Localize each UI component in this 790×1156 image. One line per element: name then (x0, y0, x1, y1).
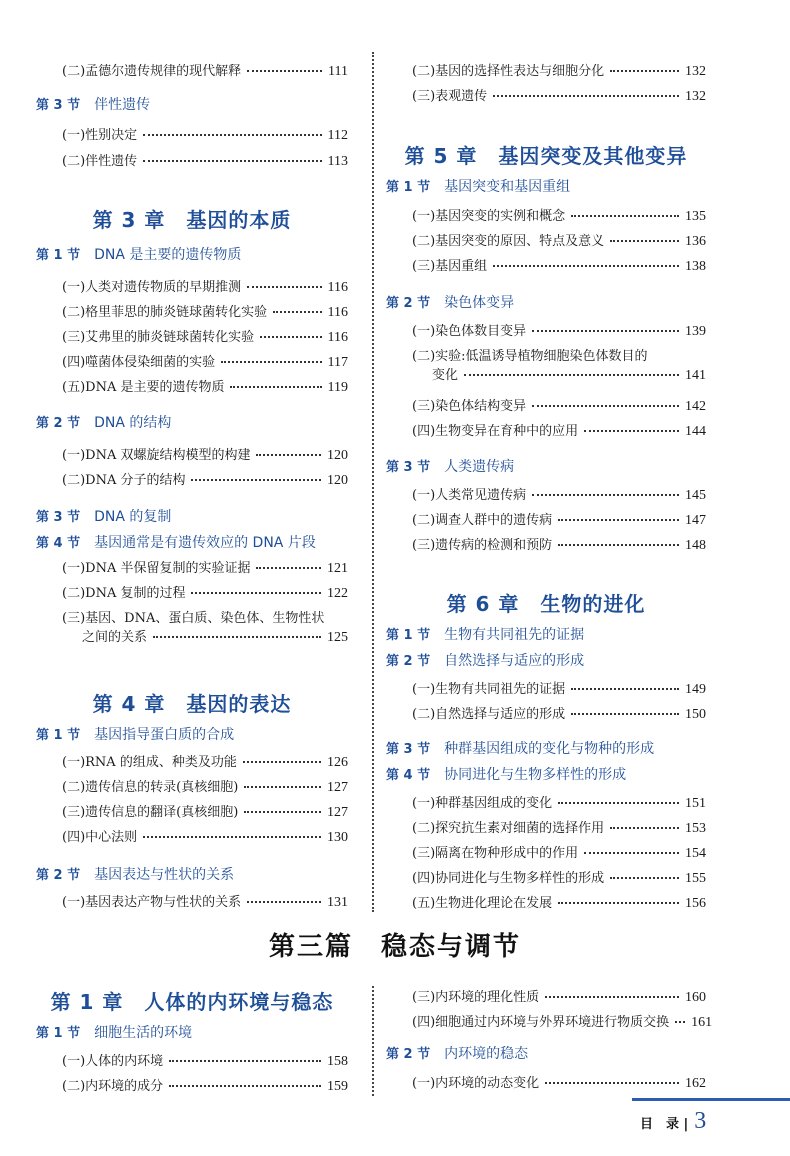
section-title: 染色体变异 (444, 295, 515, 311)
toc-entry-title: (一)染色体数目变异 (412, 324, 527, 339)
page-number: 160 (685, 990, 706, 1005)
section-title: DNA 的复制 (94, 509, 172, 525)
dot-leader (244, 811, 321, 813)
page-number: 144 (685, 424, 706, 439)
toc-entry[interactable] (62, 1075, 348, 1095)
page-number: 130 (327, 830, 348, 845)
dot-leader (247, 901, 321, 903)
section-number: 第 3 节 (386, 460, 431, 475)
section-number: 第 2 节 (36, 868, 81, 883)
section-title: 基因通常是有遗传效应的 DNA 片段 (94, 535, 316, 551)
dot-leader (545, 996, 679, 998)
page-number: 161 (691, 1015, 713, 1030)
section-title: 自然选择与适应的形成 (444, 653, 585, 669)
dot-leader (571, 215, 679, 217)
dot-leader (610, 827, 679, 829)
toc-entry-title: (四)噬菌体侵染细菌的实验 (62, 355, 216, 370)
section-heading[interactable] (36, 532, 348, 552)
toc-entry[interactable] (62, 582, 348, 602)
section-heading[interactable] (386, 738, 706, 758)
toc-entry-title: (二)探究抗生素对细菌的选择作用 (412, 821, 605, 836)
page-number: 132 (685, 64, 706, 79)
section-heading[interactable] (386, 292, 706, 312)
dot-leader (558, 802, 679, 804)
section-number: 第 3 节 (386, 742, 431, 757)
toc-entry[interactable] (62, 150, 348, 170)
footer-rule (632, 1098, 790, 1101)
toc-entry-title: (二)格里菲思的肺炎链球菌转化实验 (62, 305, 268, 320)
toc-entry-title: (三)染色体结构变异 (412, 399, 527, 414)
toc-entry-title: (一)生物有共同祖先的证据 (412, 682, 566, 697)
dot-leader (532, 405, 679, 407)
page-number: 159 (327, 1079, 348, 1094)
toc-entry[interactable] (412, 534, 706, 554)
page-number: 112 (327, 128, 348, 143)
toc-entry-title: (四)生物变异在育种中的应用 (412, 424, 579, 439)
column-divider-bottom (372, 986, 374, 1096)
section-heading[interactable] (386, 764, 706, 784)
column-divider (372, 52, 374, 912)
toc-entry-title: (一)RNA 的组成、种类及功能 (62, 755, 237, 770)
page-number: 153 (685, 821, 706, 836)
toc-entry[interactable] (62, 301, 348, 321)
page-number: 116 (327, 280, 348, 295)
page-number: 121 (327, 561, 348, 576)
page-number: 158 (327, 1054, 348, 1069)
section-title: 生物有共同祖先的证据 (444, 627, 585, 643)
part-title: 第三篇 稳态与调节 (268, 932, 521, 962)
dot-leader (571, 688, 679, 690)
toc-entry-title: (四)中心法则 (62, 830, 138, 845)
toc-entry[interactable] (412, 484, 706, 504)
section-heading[interactable] (36, 1022, 348, 1042)
toc-entry[interactable] (412, 678, 706, 698)
page-number: 142 (685, 399, 706, 414)
toc-entry[interactable] (62, 276, 348, 296)
dot-leader (256, 567, 321, 569)
page-number: 116 (327, 330, 348, 345)
section-heading[interactable] (386, 624, 706, 644)
page-number: 127 (327, 780, 348, 795)
page-number: 119 (327, 380, 348, 395)
toc-entry-title: (一)DNA 双螺旋结构模型的构建 (62, 448, 251, 463)
toc-entry-title: (一)人体的内环境 (62, 1054, 164, 1069)
page-number: 126 (327, 755, 348, 770)
section-number: 第 1 节 (386, 628, 431, 643)
dot-leader (143, 160, 321, 162)
toc-entry-title: (一)种群基因组成的变化 (412, 796, 553, 811)
chapter-heading: 第 5 章 基因突变及其他变异 (404, 144, 688, 168)
section-number: 第 4 节 (36, 536, 81, 551)
dot-leader (153, 636, 321, 638)
section-title: 种群基因组成的变化与物种的形成 (444, 741, 655, 757)
toc-entry-title: (二)孟德尔遗传规律的现代解释 (62, 64, 242, 79)
dot-leader (256, 454, 321, 456)
dot-leader (143, 134, 321, 136)
section-title: 基因指导蛋白质的合成 (94, 727, 235, 743)
page-number: 138 (685, 259, 706, 274)
page-number: 111 (328, 64, 348, 79)
dot-leader (584, 852, 679, 854)
toc-entry-title: (二)内环境的成分 (62, 1079, 164, 1094)
dot-leader (584, 430, 679, 432)
section-number: 第 2 节 (386, 1047, 431, 1062)
dot-leader (273, 311, 321, 313)
dot-leader (558, 544, 679, 546)
toc-entry[interactable] (412, 792, 706, 812)
toc-entry-title: (五)DNA 是主要的遗传物质 (62, 380, 225, 395)
toc-entry[interactable] (412, 842, 706, 862)
toc-entry-title: (三)内环境的理化性质 (412, 990, 540, 1005)
toc-entry[interactable] (412, 867, 706, 887)
page-number: 151 (685, 796, 706, 811)
section-number: 第 3 节 (36, 98, 81, 113)
section-heading[interactable] (36, 412, 348, 432)
dot-leader (610, 240, 679, 242)
page-number: 3 (694, 1108, 707, 1134)
section-heading[interactable] (36, 864, 348, 884)
dot-leader (558, 902, 679, 904)
toc-entry-title: (二)基因突变的原因、特点及意义 (412, 234, 605, 249)
dot-leader (143, 836, 321, 838)
dot-leader (571, 713, 679, 715)
page-number: 150 (685, 707, 706, 722)
section-heading[interactable] (386, 176, 706, 196)
toc-entry[interactable] (62, 1050, 348, 1070)
toc-entry[interactable] (62, 326, 348, 346)
footer-label: 目 录 (640, 1117, 680, 1132)
section-title: 细胞生活的环境 (94, 1025, 193, 1041)
section-number: 第 2 节 (36, 416, 81, 431)
section-number: 第 1 节 (36, 1026, 81, 1041)
toc-entry[interactable] (412, 703, 706, 723)
toc-entry[interactable] (62, 826, 348, 846)
toc-entry-title: (二)遗传信息的转录(真核细胞) (62, 780, 239, 795)
page-number: 162 (685, 1076, 706, 1091)
toc-entry[interactable] (62, 751, 348, 771)
toc-entry-line2 (412, 364, 706, 384)
page-number: 149 (685, 682, 706, 697)
page-number: 135 (685, 209, 706, 224)
dot-leader (191, 479, 321, 481)
toc-entry[interactable] (62, 557, 348, 577)
page-number: 147 (685, 513, 706, 528)
toc-entry-title: (一)DNA 半保留复制的实验证据 (62, 561, 251, 576)
toc-entry-title: (一)基因表达产物与性状的关系 (62, 895, 242, 910)
dot-leader (247, 286, 321, 288)
toc-entry[interactable] (412, 817, 706, 837)
toc-entry[interactable] (412, 320, 706, 340)
section-number: 第 3 节 (36, 510, 81, 525)
toc-entry[interactable] (412, 420, 706, 440)
toc-entry[interactable] (62, 469, 348, 489)
page-number: 120 (327, 473, 348, 488)
dot-leader (610, 877, 679, 879)
section-title: 人类遗传病 (444, 459, 515, 475)
page-number: 132 (685, 89, 706, 104)
dot-leader (169, 1085, 321, 1087)
toc-entry-title: (二)基因的选择性表达与细胞分化 (412, 64, 605, 79)
toc-entry-title: (三)基因、DNA、蛋白质、染色体、生物性状 (62, 611, 325, 626)
dot-leader (244, 786, 321, 788)
section-heading[interactable] (36, 244, 348, 264)
dot-leader (675, 1021, 685, 1023)
footer (640, 1108, 706, 1135)
section-heading[interactable] (36, 724, 348, 744)
toc-entry[interactable] (62, 444, 348, 464)
toc-entry[interactable] (62, 776, 348, 796)
toc-entry-title: (一)人类对遗传物质的早期推测 (62, 280, 242, 295)
dot-leader (221, 361, 321, 363)
toc-entry[interactable] (412, 230, 706, 250)
page-number: 136 (685, 234, 706, 249)
toc-entry-title: (二)DNA 复制的过程 (62, 586, 186, 601)
toc-entry-title: (三)遗传信息的翻译(真核细胞) (62, 805, 239, 820)
section-heading[interactable] (386, 456, 706, 476)
dot-leader (610, 70, 679, 72)
dot-leader (532, 494, 679, 496)
section-title: DNA 的结构 (94, 415, 172, 431)
dot-leader (545, 1082, 679, 1084)
toc-entry-title: (三)基因重组 (412, 259, 488, 274)
section-heading[interactable] (386, 1043, 706, 1063)
section-number: 第 1 节 (36, 248, 81, 263)
toc-entry[interactable] (62, 607, 348, 646)
section-title: 基因突变和基因重组 (444, 179, 571, 195)
toc-entry-line2 (62, 626, 348, 646)
toc-entry-title: (一)性别决定 (62, 128, 138, 143)
toc-entry-title: (一)人类常见遗传病 (412, 488, 527, 503)
dot-leader (532, 330, 679, 332)
page-number: 113 (327, 154, 348, 169)
chapter-heading: 第 1 章 人体的内环境与稳态 (50, 990, 334, 1014)
section-number: 第 2 节 (386, 296, 431, 311)
toc-entry[interactable] (412, 986, 706, 1006)
toc-entry-title: (二)实验:低温诱导植物细胞染色体数目的 (412, 349, 648, 364)
page-number: 117 (327, 355, 348, 370)
chapter-heading: 第 4 章 基因的表达 (92, 692, 292, 716)
dot-leader (260, 336, 321, 338)
page-number: 156 (685, 896, 706, 911)
page-number: 122 (327, 586, 348, 601)
toc-entry-title-cont: 变化 (432, 368, 459, 383)
toc-entry-title: (四)协同进化与生物多样性的形成 (412, 871, 605, 886)
toc-entry-title-cont: 之间的关系 (82, 630, 148, 645)
toc-entry-title: (二)伴性遗传 (62, 154, 138, 169)
dot-leader (243, 761, 321, 763)
page-number: 155 (685, 871, 706, 886)
toc-entry-title: (三)表观遗传 (412, 89, 488, 104)
toc-entry-title: (五)生物进化理论在发展 (412, 896, 553, 911)
toc-entry[interactable] (412, 345, 706, 384)
page-number: 125 (327, 630, 348, 645)
page-number: 116 (327, 305, 348, 320)
page-number: 120 (327, 448, 348, 463)
toc-entry-title: (四)细胞通过内环境与外界环境进行物质交换 (412, 1015, 670, 1030)
section-number: 第 2 节 (386, 654, 431, 669)
toc-entry-title: (三)遗传病的检测和预防 (412, 538, 553, 553)
toc-entry-title: (二)DNA 分子的结构 (62, 473, 186, 488)
page-number: 127 (327, 805, 348, 820)
toc-entry[interactable] (412, 509, 706, 529)
section-heading[interactable] (36, 94, 348, 114)
chapter-heading: 第 6 章 生物的进化 (446, 592, 646, 616)
toc-entry[interactable] (412, 205, 706, 225)
toc-entry[interactable] (412, 395, 706, 415)
page-number: 141 (685, 368, 706, 383)
toc-entry[interactable] (412, 1011, 713, 1031)
page-number: 154 (685, 846, 706, 861)
toc-entry-title: (三)隔离在物种形成中的作用 (412, 846, 579, 861)
toc-entry-title: (二)调查人群中的遗传病 (412, 513, 553, 528)
toc-entry[interactable] (412, 85, 706, 105)
dot-leader (493, 265, 679, 267)
section-heading[interactable] (386, 650, 706, 670)
toc-entry[interactable] (62, 124, 348, 144)
dot-leader (464, 374, 679, 376)
section-number: 第 1 节 (386, 180, 431, 195)
toc-entry[interactable] (412, 255, 706, 275)
toc-entry[interactable] (62, 376, 348, 396)
toc-entry-title: (三)艾弗里的肺炎链球菌转化实验 (62, 330, 255, 345)
toc-entry-title: (一)内环境的动态变化 (412, 1076, 540, 1091)
toc-entry-title: (一)基因突变的实例和概念 (412, 209, 566, 224)
section-title: 协同进化与生物多样性的形成 (444, 767, 627, 783)
page-number: 145 (685, 488, 706, 503)
section-number: 第 4 节 (386, 768, 431, 783)
dot-leader (230, 386, 321, 388)
dot-leader (247, 70, 322, 72)
toc-entry[interactable] (412, 892, 706, 912)
page-number: 131 (327, 895, 348, 910)
dot-leader (558, 519, 679, 521)
section-title: 内环境的稳态 (444, 1046, 529, 1062)
dot-leader (493, 95, 679, 97)
footer-separator: | (679, 1117, 689, 1132)
page-number: 139 (685, 324, 706, 339)
section-number: 第 1 节 (36, 728, 81, 743)
section-title: 伴性遗传 (94, 97, 151, 113)
toc-entry[interactable] (412, 60, 706, 80)
page-number: 148 (685, 538, 706, 553)
section-title: DNA 是主要的遗传物质 (94, 247, 242, 263)
section-heading[interactable] (36, 506, 348, 526)
chapter-heading: 第 3 章 基因的本质 (92, 208, 292, 232)
toc-entry[interactable] (62, 801, 348, 821)
toc-entry[interactable] (62, 60, 348, 80)
section-title: 基因表达与性状的关系 (94, 867, 235, 883)
toc-entry[interactable] (62, 351, 348, 371)
dot-leader (191, 592, 321, 594)
toc-entry[interactable] (412, 1072, 706, 1092)
dot-leader (169, 1060, 321, 1062)
toc-entry-title: (二)自然选择与适应的形成 (412, 707, 566, 722)
toc-entry[interactable] (62, 891, 348, 911)
